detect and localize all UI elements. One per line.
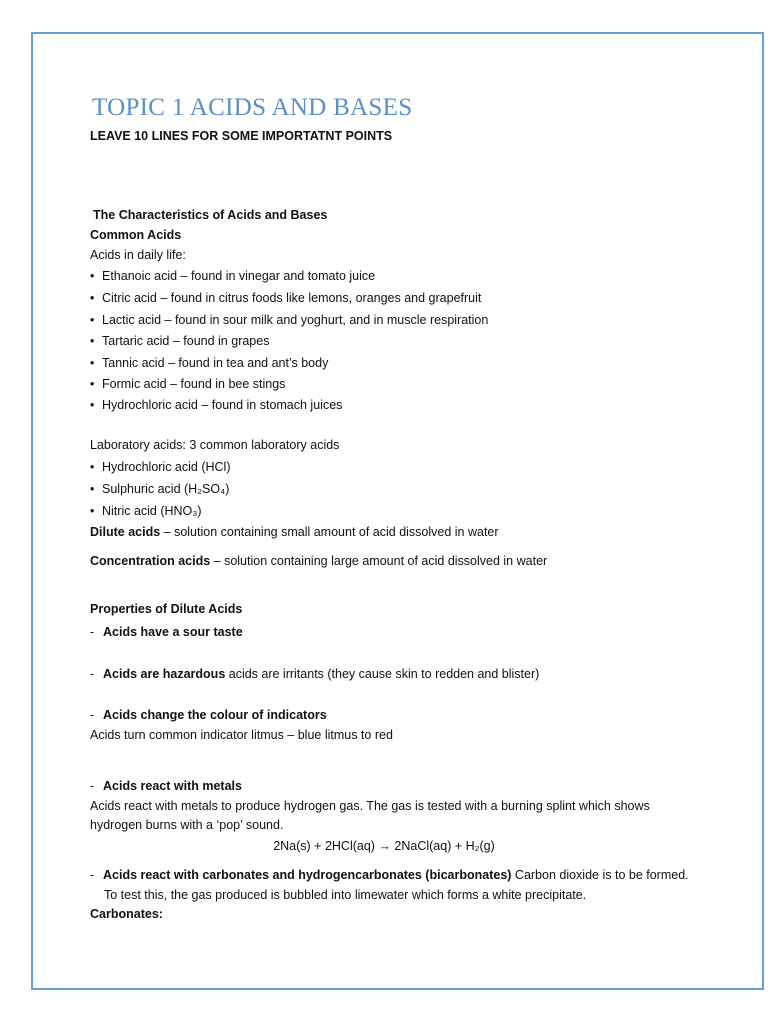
bullet-icon: •	[90, 460, 95, 474]
list-item	[90, 397, 342, 413]
metals-text-line-1: Acids react with metals to produce hydrogen gas. The gas is tested with a burning splint which shows	[90, 799, 650, 813]
list-item	[90, 333, 269, 349]
list-item	[90, 481, 229, 497]
property-item	[90, 707, 327, 723]
property-indicators: Acids change the colour of indicators	[103, 708, 327, 722]
dash-icon: -	[90, 868, 95, 882]
property-item	[90, 867, 689, 883]
common-acids-heading: Common Acids	[90, 228, 182, 242]
dash-icon: -	[90, 625, 95, 639]
property-carbonates-text: Carbon dioxide is to be formed.	[511, 868, 689, 882]
property-item	[90, 666, 539, 682]
concentration-acids-term: Concentration acids	[90, 554, 211, 568]
dash-icon: -	[90, 708, 95, 722]
list-item	[90, 459, 231, 475]
property-carbonates-bold: Acids react with carbonates and hydrogencarbonates (bicarbonates)	[103, 868, 512, 882]
lab-acids-label: Laboratory acids: 3 common laboratory acids	[90, 438, 340, 452]
dash-icon: -	[90, 667, 95, 681]
page-title: TOPIC 1 ACIDS AND BASES	[92, 94, 413, 121]
list-item-text: Sulphuric acid (H₂SO₄)	[102, 482, 230, 496]
properties-heading: Properties of Dilute Acids	[90, 602, 243, 616]
reaction-equation: 2Na(s) + 2HCl(aq) → 2NaCl(aq) + H₂(g)	[273, 839, 495, 853]
carbonates-label: Carbonates:	[90, 907, 163, 921]
bullet-icon: •	[90, 504, 95, 518]
list-item	[90, 355, 328, 371]
list-item-text: Hydrochloric acid (HCl)	[102, 460, 231, 474]
list-item-text: Hydrochloric acid – found in stomach juices	[102, 398, 343, 412]
property-metals: Acids react with metals	[103, 779, 242, 793]
bullet-icon: •	[90, 291, 95, 305]
list-item-text: Citric acid – found in citrus foods like lemons, oranges and grapefruit	[102, 291, 482, 305]
bullet-icon: •	[90, 398, 95, 412]
bullet-icon: •	[90, 377, 95, 391]
list-item	[90, 268, 375, 284]
metals-text-line-2: hydrogen burns with a ‘pop’ sound.	[90, 818, 284, 832]
property-item	[90, 624, 243, 640]
note-line: LEAVE 10 LINES FOR SOME IMPORTATNT POINTS	[90, 129, 393, 143]
bullet-icon: •	[90, 356, 95, 370]
list-item-text: Formic acid – found in bee stings	[102, 377, 286, 391]
list-item-text: Nitric acid (HNO₃)	[102, 504, 202, 518]
bullet-icon: •	[90, 313, 95, 327]
list-item-text: Tartaric acid – found in grapes	[102, 334, 270, 348]
concentration-acids-definition	[90, 553, 547, 569]
bullet-icon: •	[90, 482, 95, 496]
indicators-text: Acids turn common indicator litmus – blue litmus to red	[90, 728, 393, 742]
bullet-icon: •	[90, 334, 95, 348]
property-sour: Acids have a sour taste	[103, 625, 243, 639]
daily-life-label: Acids in daily life:	[90, 248, 186, 262]
concentration-acids-text: – solution containing large amount of acid dissolved in water	[210, 554, 548, 568]
list-item	[90, 312, 488, 328]
list-item-text: Ethanoic acid – found in vinegar and tomato juice	[102, 269, 376, 283]
dilute-acids-text: – solution containing small amount of acid dissolved in water	[160, 525, 499, 539]
property-hazard-text: acids are irritants (they cause skin to redden and blister)	[225, 667, 540, 681]
dilute-acids-term: Dilute acids	[90, 525, 161, 539]
list-item-text: Lactic acid – found in sour milk and yoghurt, and in muscle respiration	[102, 313, 489, 327]
list-item-text: Tannic acid – found in tea and ant’s body	[102, 356, 329, 370]
section-heading: The Characteristics of Acids and Bases	[93, 208, 328, 222]
property-hazard-bold: Acids are hazardous	[103, 667, 226, 681]
dash-icon: -	[90, 779, 95, 793]
carbonates-text: To test this, the gas produced is bubbled into limewater which forms a white precipitate.	[104, 888, 587, 902]
list-item	[90, 376, 285, 392]
property-item	[90, 778, 242, 794]
list-item	[90, 290, 481, 306]
dilute-acids-definition	[90, 524, 499, 540]
list-item	[90, 503, 202, 519]
bullet-icon: •	[90, 269, 95, 283]
